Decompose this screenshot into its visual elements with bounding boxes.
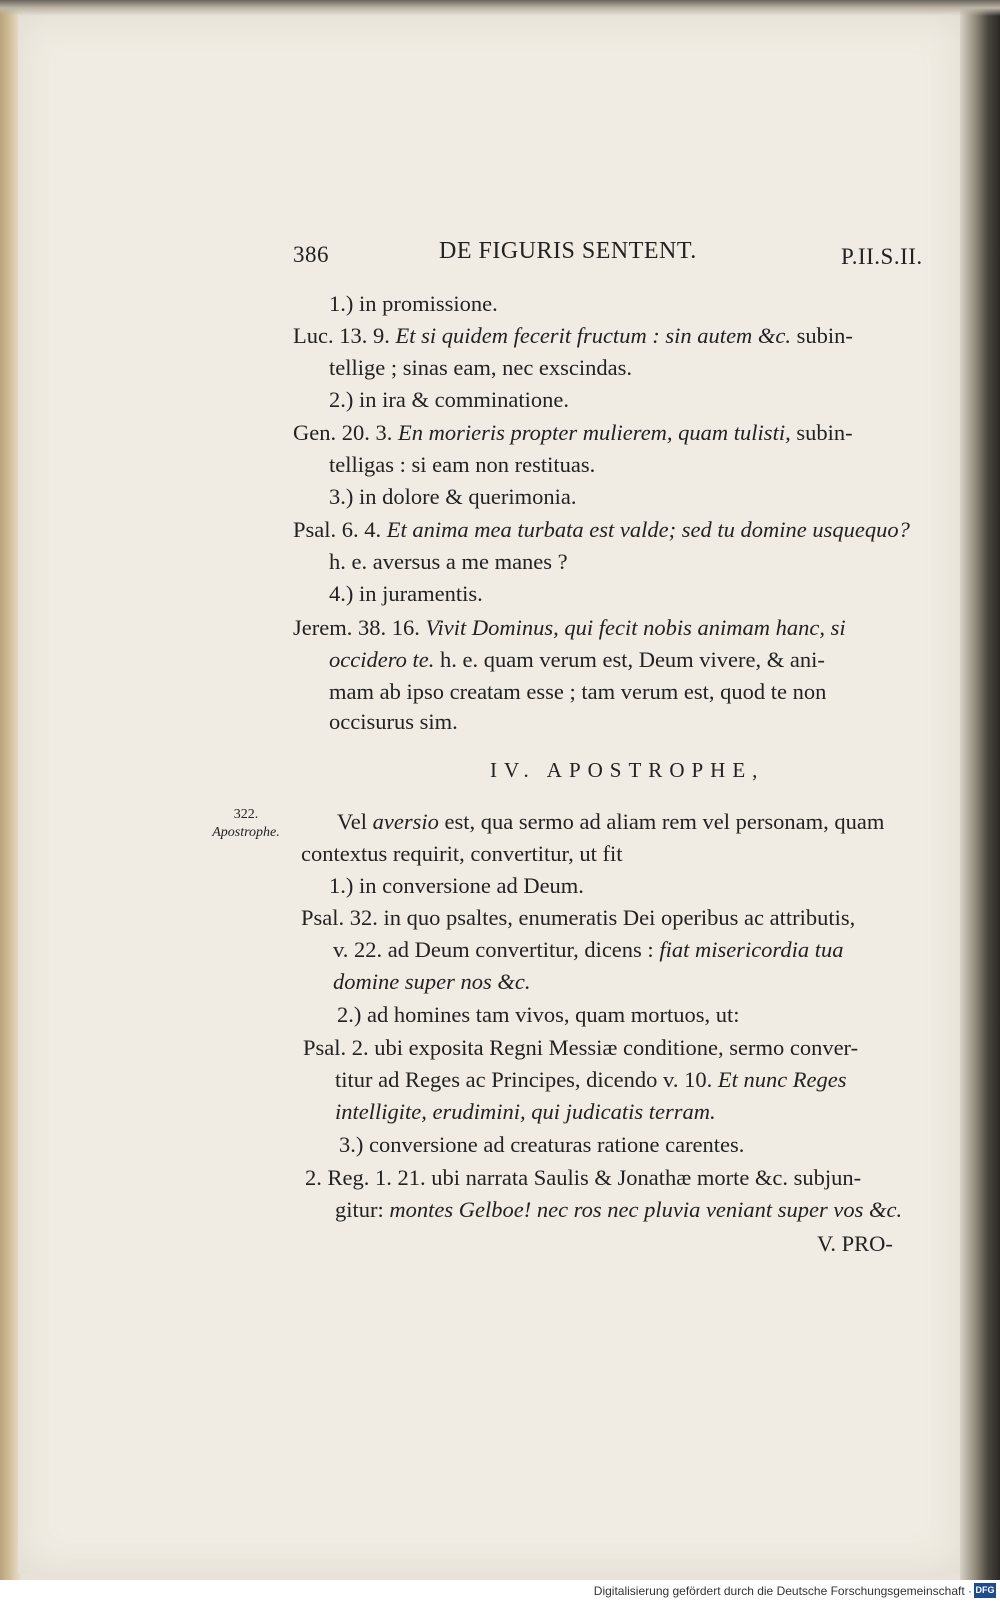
text-line: 1.) in conversione ad Deum. [329,873,584,898]
text-line: 4.) in juramentis. [329,581,483,606]
margin-label: Apostrophe. [212,825,280,840]
running-header [293,238,953,278]
text-line: occidero te. h. e. quam verum est, Deum vivere, & ani- [329,647,825,672]
text-line: Psal. 32. in quo psaltes, enumeratis Dei operibus ac attributis, [301,905,856,930]
text-line: titur ad Reges ac Principes, dicendo v. 10. Et nunc Reges [335,1067,847,1092]
text-line: domine super nos &c. [333,969,531,994]
margin-note [196,806,296,842]
book-fore-edge [960,0,1000,1580]
margin-number: 322. [233,807,259,822]
running-title: DE FIGURIS SENTENT. [439,238,697,264]
text-line: 1.) in promissione. [329,291,498,316]
text-line: Jerem. 38. 16. Vivit Dominus, qui fecit nobis animam hanc, si [293,615,846,640]
text-line: mam ab ipso creatam esse ; tam verum est, quod te non [329,679,827,704]
text-line: Psal. 6. 4. Et anima mea turbata est valde; sed tu domine usquequo? [293,517,910,542]
text-line: occisurus sim. [329,709,458,734]
text-line: 2. Reg. 1. 21. ubi narrata Saulis & Jonathæ morte &c. subjun- [305,1165,862,1190]
text-line: 3.) in dolore & querimonia. [329,484,577,509]
text-line: contextus requirit, convertitur, ut fit [301,841,623,866]
catchword: V. PRO- [817,1231,893,1256]
text-line: intelligite, erudimini, qui judicatis terram. [335,1099,716,1124]
text-line: telligas : si eam non restituas. [329,452,596,477]
text-line: 2.) ad homines tam vivos, quam mortuos, ut: [337,1002,740,1027]
text-line: 2.) in ira & comminatione. [329,387,569,412]
text-line: gitur: montes Gelboe! nec ros nec pluvia veniant super vos &c. [335,1197,903,1222]
section-heading: IV. APOSTROPHE, [490,758,765,782]
text-line: Psal. 2. ubi exposita Regni Messiæ conditione, sermo conver- [303,1035,859,1060]
text-line: Gen. 20. 3. En morieris propter mulierem, quam tulisti, subin- [293,420,853,445]
footer-credit: Digitalisierung gefördert durch die Deutsche Forschungsgemeinschaft · [593,1584,972,1598]
footer-bar [0,1580,1000,1604]
text-line: v. 22. ad Deum convertitur, dicens : fiat misericordia tua [333,937,844,962]
text-line: h. e. aversus a me manes ? [329,549,568,574]
text-line: Vel aversio est, qua sermo ad aliam rem vel personam, quam [337,809,885,834]
text-line: tellige ; sinas eam, nec exscindas. [329,355,633,380]
top-shadow [0,0,1000,16]
section-mark: P.II.S.II. [841,244,923,269]
dfg-logo-icon: DFG [974,1583,996,1598]
page-number: 386 [293,242,329,267]
text-line: Luc. 13. 9. Et si quidem fecerit fructum : sin autem &c. subin- [293,323,853,348]
text-line: 3.) conversione ad creaturas ratione carentes. [339,1132,745,1157]
